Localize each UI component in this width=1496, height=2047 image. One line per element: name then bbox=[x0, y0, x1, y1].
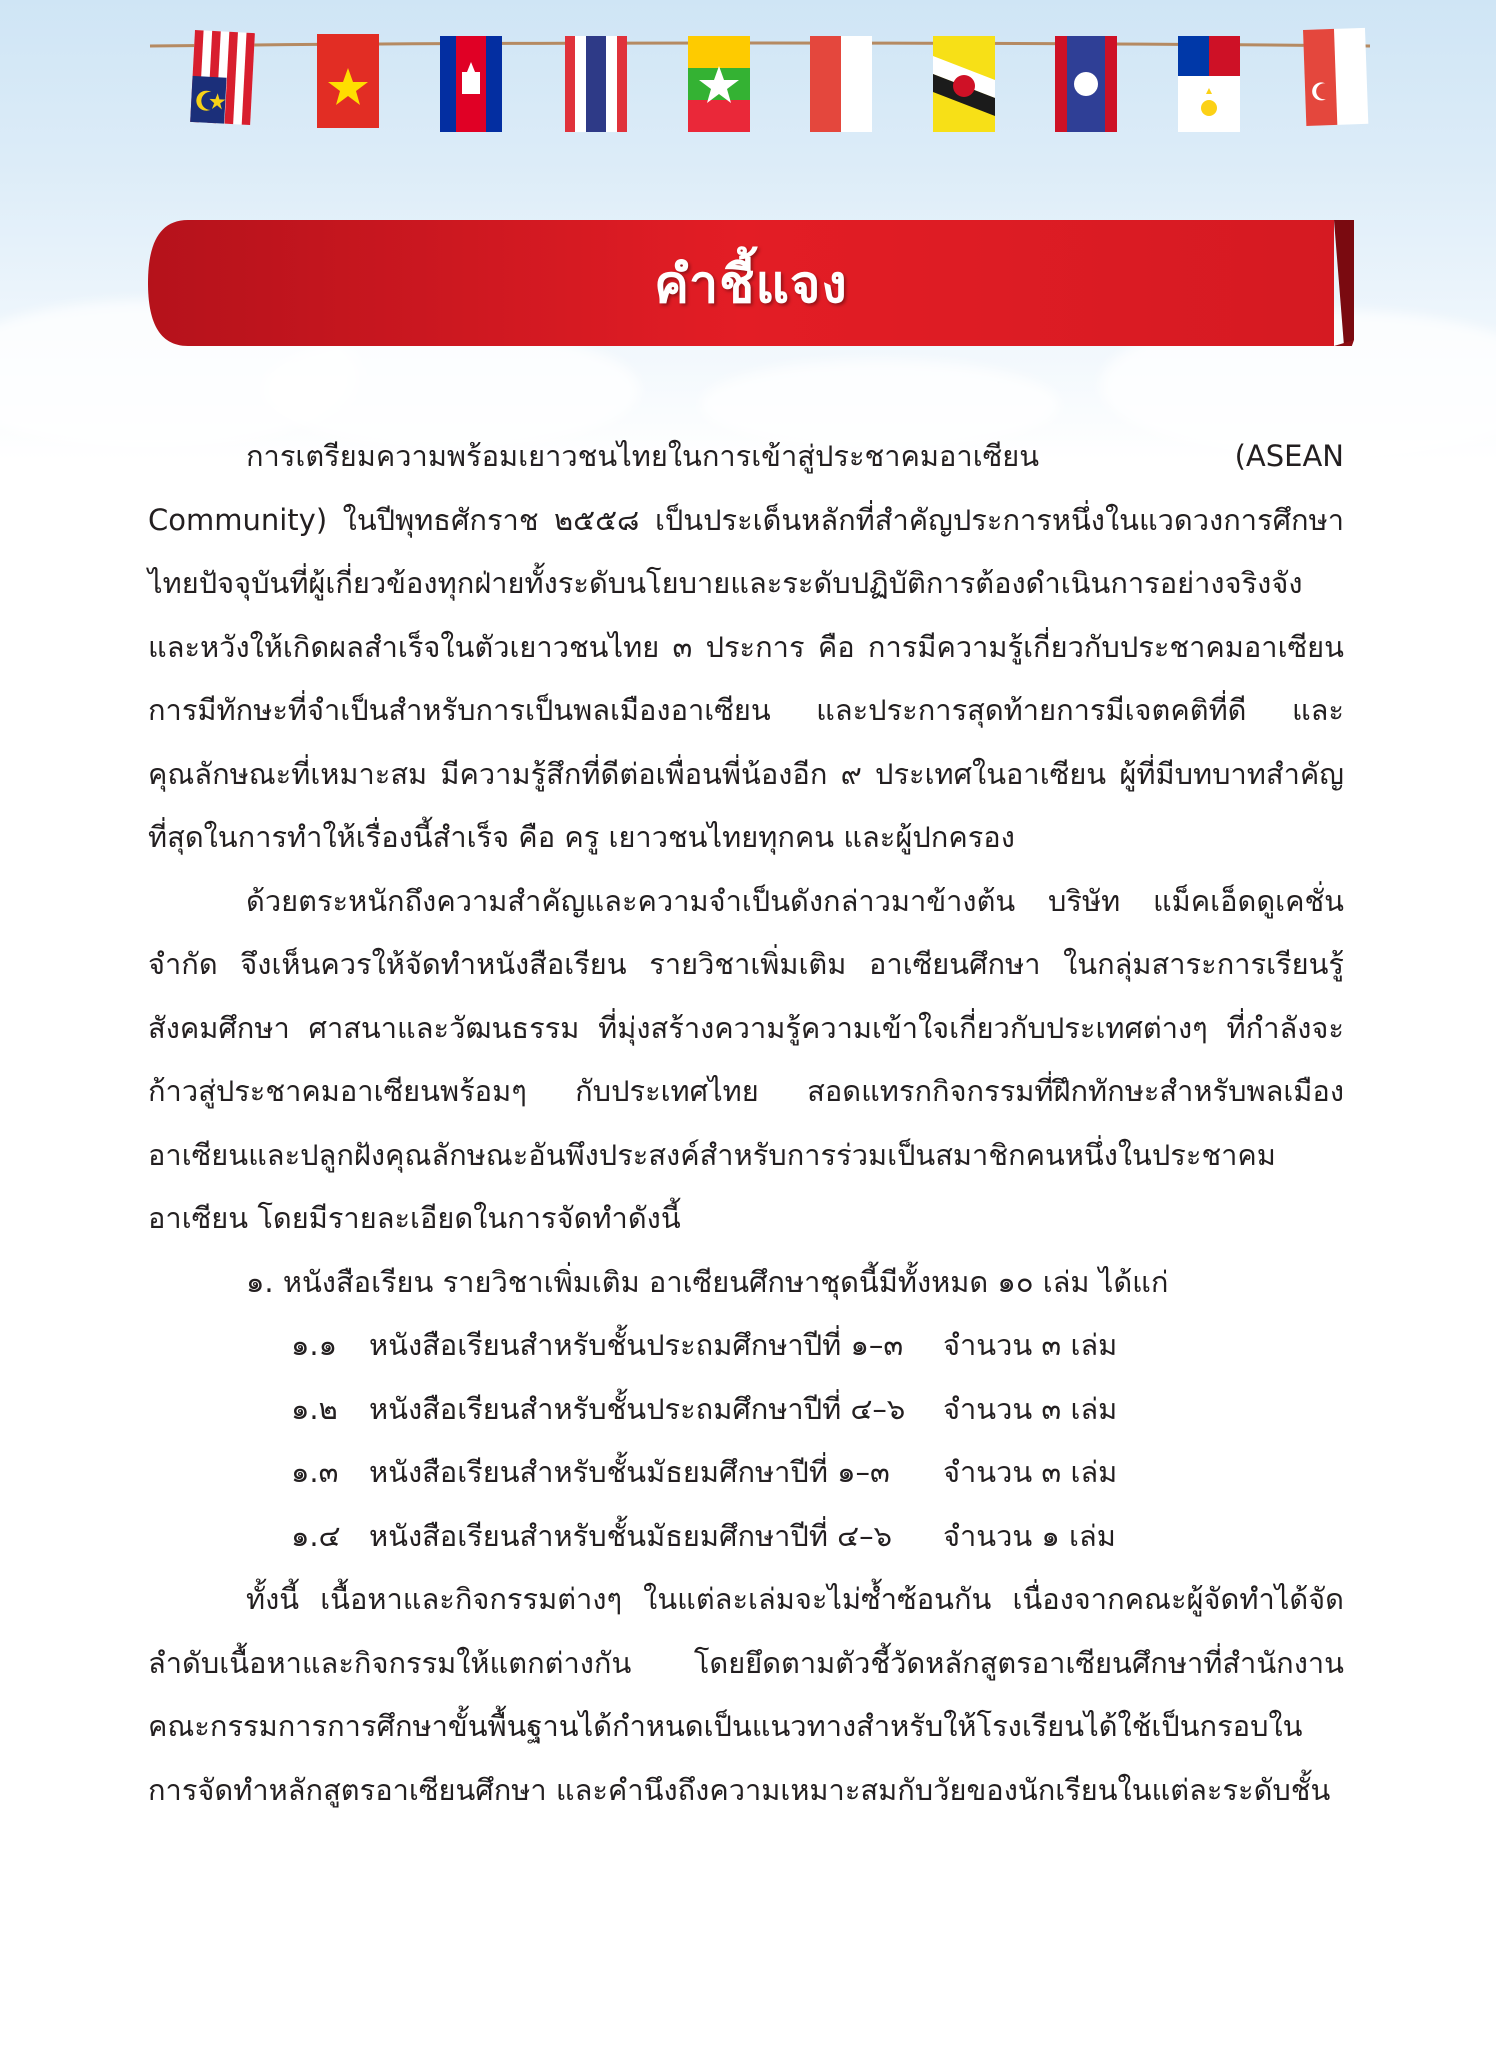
cambodia-flag-icon bbox=[440, 36, 502, 132]
sub-item-count: จำนวน ๓ เล่ม bbox=[943, 1328, 1118, 1362]
laos-flag-icon bbox=[1055, 36, 1117, 132]
myanmar-flag-icon bbox=[688, 36, 750, 132]
asean-flag-bunting bbox=[0, 0, 1496, 160]
sub-item-1-4 bbox=[148, 1505, 1344, 1569]
thailand-flag-icon bbox=[565, 36, 627, 132]
philippines-flag-icon bbox=[1178, 36, 1240, 132]
malaysia-flag-icon bbox=[190, 30, 255, 125]
sub-item-1-1 bbox=[148, 1314, 1344, 1378]
paragraph-1: การเตรียมความพร้อมเยาวชนไทยในการเข้าสู่ประชาคมอาเซียน (ASEAN Community) ในปีพุทธศักราช ๒๕๕๘ เป็นประเด็นหลักที่สำคัญประการหนึ่งในแวดวงการศึกษาไทยปัจจุบันที่ผู้เกี่ยวข้องทุกฝ่ายทั้งระดับนโยบายและระดับปฏิบัติการต้องดำเนินการอย่างจริงจังและหวังให้เกิดผลสำเร็จในตัวเยาวชนไทย ๓ ประการ คือ การมีความรู้เกี่ยวกับประชาคมอาเซียน การมีทักษะที่จำเป็นสำหรับการเป็นพลเมืองอาเซียน และประการสุดท้ายการมีเจตคติที่ดี และคุณลักษณะที่เหมาะสม มีความรู้สึกที่ดีต่อเพื่อนพี่น้องอีก ๙ ประเทศในอาเซียน ผู้ที่มีบทบาทสำคัญที่สุดในการทำให้เรื่องนี้สำเร็จ คือ ครู เยาวชนไทยทุกคน และผู้ปกครอง bbox=[148, 439, 1344, 854]
indonesia-flag-icon bbox=[810, 36, 872, 132]
sub-item-text: หนังสือเรียนสำหรับชั้นประถมศึกษาปีที่ ๔–๖ bbox=[369, 1391, 906, 1426]
sub-item-count: จำนวน ๓ เล่ม bbox=[943, 1391, 1118, 1426]
sub-item-1-3 bbox=[148, 1441, 1344, 1505]
sub-item-text: หนังสือเรียนสำหรับชั้นมัธยมศึกษาปีที่ ๑–๓ bbox=[369, 1455, 890, 1489]
page-title: คำชี้แจง bbox=[654, 254, 848, 315]
list-item-1: ๑. หนังสือเรียน รายวิชาเพิ่มเติม อาเซียนศึกษาชุดนี้มีทั้งหมด ๑๐ เล่ม ได้แก่ bbox=[246, 1264, 1169, 1299]
document-body bbox=[148, 425, 1344, 1822]
sub-item-number: ๑.๒ bbox=[291, 1391, 338, 1426]
sub-item-text: หนังสือเรียนสำหรับชั้นประถมศึกษาปีที่ ๑–๓ bbox=[369, 1328, 904, 1362]
sub-item-1-2 bbox=[148, 1378, 1344, 1442]
paragraph-2: ด้วยตระหนักถึงความสำคัญและความจำเป็นดังกล่าวมาข้างต้น บริษัท แม็คเอ็ดดูเคชั่น จำกัด จึงเห็นควรให้จัดทำหนังสือเรียน รายวิชาเพิ่มเติม อาเซียนศึกษา ในกลุ่มสาระการเรียนรู้สังคมศึกษา ศาสนาและวัฒนธรรม ที่มุ่งสร้างความรู้ความเข้าใจเกี่ยวกับประเทศต่างๆ ที่กำลังจะก้าวสู่ประชาคมอาเซียนพร้อมๆ กับประเทศไทย สอดแทรกกิจกรรมที่ฝึกทักษะสำหรับพลเมืองอาเซียนและปลูกฝังคุณลักษณะอันพึงประสงค์สำหรับการร่วมเป็นสมาชิกคนหนึ่งในประชาคมอาเซียน โดยมีรายละเอียดในการจัดทำดังนี้ bbox=[148, 883, 1344, 1235]
sub-item-number: ๑.๑ bbox=[291, 1328, 338, 1362]
sub-item-count: จำนวน ๓ เล่ม bbox=[943, 1455, 1118, 1489]
sub-item-number: ๑.๔ bbox=[291, 1518, 341, 1553]
vietnam-flag-icon bbox=[317, 34, 379, 128]
brunei-flag-icon bbox=[933, 36, 995, 132]
sub-item-number: ๑.๓ bbox=[291, 1455, 339, 1489]
paragraph-3: ทั้งนี้ เนื้อหาและกิจกรรมต่างๆ ในแต่ละเล่มจะไม่ซ้ำซ้อนกัน เนื่องจากคณะผู้จัดทำได้จัดลำดับเนื้อหาและกิจกรรมให้แตกต่างกัน โดยยึดตามตัวชี้วัดหลักสูตรอาเซียนศึกษาที่สำนักงานคณะกรรมการการศึกษาขั้นพื้นฐานได้กำหนดเป็นแนวทางสำหรับให้โรงเรียนได้ใช้เป็นกรอบในการจัดทำหลักสูตรอาเซียนศึกษา และคำนึงถึงความเหมาะสมกับวัยของนักเรียนในแต่ละระดับชั้น bbox=[148, 1582, 1344, 1807]
sub-item-count: จำนวน ๑ เล่ม bbox=[943, 1518, 1116, 1553]
singapore-flag-icon bbox=[1303, 28, 1368, 126]
sub-item-text: หนังสือเรียนสำหรับชั้นมัธยมศึกษาปีที่ ๔–๖ bbox=[369, 1518, 893, 1553]
